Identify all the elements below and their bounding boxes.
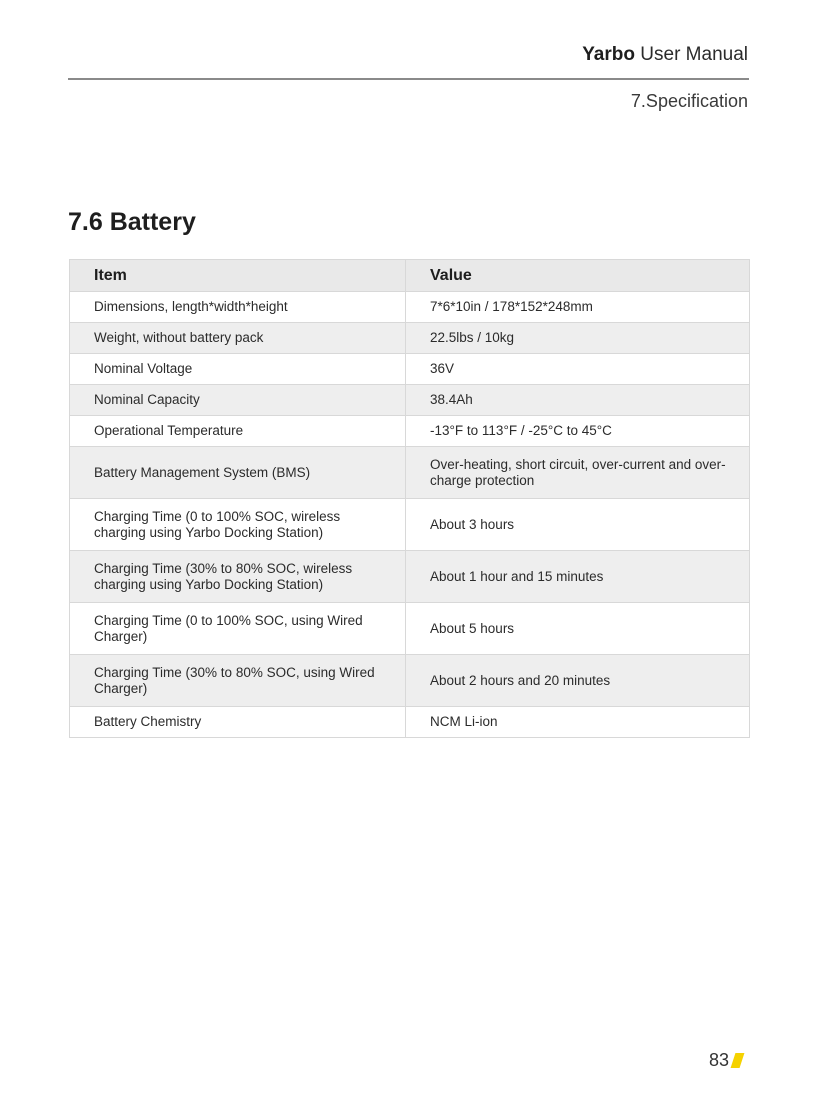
page-accent-mark [731,1053,745,1068]
column-header-item: Item [70,260,406,292]
table-row [70,292,750,323]
item-cell: Weight, without battery pack [70,323,406,354]
table-row [70,603,750,655]
table-row [70,551,750,603]
item-cell: Battery Chemistry [70,707,406,738]
value-cell: About 5 hours [406,603,750,655]
brand-name: Yarbo [582,44,635,65]
chapter-label: 7.Specification [630,91,748,111]
table-row [70,655,750,707]
item-cell: Charging Time (30% to 80% SOC, using Wired Charger) [70,655,406,707]
item-cell: Nominal Voltage [70,354,406,385]
table-header-row [70,260,750,292]
value-cell: -13°F to 113°F / -25°C to 45°C [406,416,750,447]
column-header-value: Value [406,260,750,292]
item-cell: Operational Temperature [70,416,406,447]
table-row [70,499,750,551]
value-cell: 22.5lbs / 10kg [406,323,750,354]
value-cell: Over-heating, short circuit, over-current and over-charge protection [406,447,750,499]
value-cell: About 3 hours [406,499,750,551]
table-row [70,416,750,447]
value-cell: About 2 hours and 20 minutes [406,655,750,707]
value-cell: 38.4Ah [406,385,750,416]
table-row [70,447,750,499]
item-cell: Charging Time (30% to 80% SOC, wireless charging using Yarbo Docking Station) [70,551,406,603]
manual-title [582,44,748,66]
value-cell: About 1 hour and 15 minutes [406,551,750,603]
item-cell: Battery Management System (BMS) [70,447,406,499]
table-row [70,323,750,354]
item-cell: Dimensions, length*width*height [70,292,406,323]
value-cell: NCM Li-ion [406,707,750,738]
value-cell: 7*6*10in / 178*152*248mm [406,292,750,323]
item-cell: Charging Time (0 to 100% SOC, wireless charging using Yarbo Docking Station) [70,499,406,551]
header-divider [68,78,749,80]
section-title: 7.6 Battery [68,208,196,236]
battery-spec-table [69,259,750,738]
table-row [70,385,750,416]
item-cell: Charging Time (0 to 100% SOC, using Wired Charger) [70,603,406,655]
table-row [70,707,750,738]
value-cell: 36V [406,354,750,385]
page-number: 83 [708,1050,729,1070]
manual-title-text: User Manual [635,44,748,65]
table-row [70,354,750,385]
item-cell: Nominal Capacity [70,385,406,416]
